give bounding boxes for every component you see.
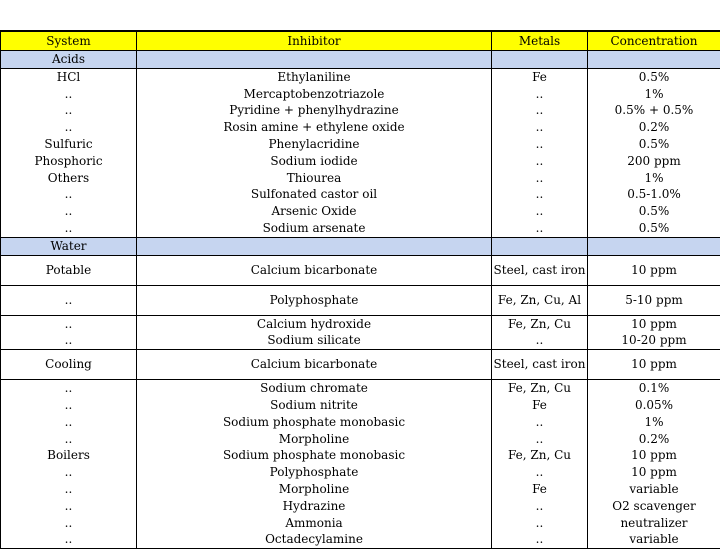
inhibitor-line: Ammonia	[137, 515, 491, 532]
metals-cell	[492, 350, 588, 380]
concentration-line: 10 ppm	[588, 464, 720, 481]
metals-line: ..	[492, 332, 587, 349]
section-row	[1, 237, 720, 255]
inhibitor-line: Calcium bicarbonate	[137, 262, 491, 279]
header-concentration: Concentration	[588, 31, 720, 51]
metals-line: Fe, Zn, Cu	[492, 447, 587, 464]
inhibitor-cell	[137, 255, 492, 285]
inhibitor-line: Sodium phosphate monobasic	[137, 447, 491, 464]
section-empty-cell	[588, 51, 720, 69]
metals-line: ..	[492, 498, 587, 515]
inhibitor-line: Sodium nitrite	[137, 397, 491, 414]
table-body	[1, 51, 720, 549]
concentration-line: 0.1%	[588, 380, 720, 397]
inhibitor-line: Sodium phosphate monobasic	[137, 414, 491, 431]
concentration-line: 0.5%	[588, 69, 720, 86]
section-empty-cell	[137, 237, 492, 255]
section-empty-cell	[588, 237, 720, 255]
system-line: ..	[1, 531, 136, 548]
system-cell	[1, 285, 137, 315]
inhibitor-line: Rosin amine + ethylene oxide	[137, 119, 491, 136]
inhibitor-line: Polyphosphate	[137, 292, 491, 309]
inhibitor-table	[0, 30, 720, 549]
concentration-line: 200 ppm	[588, 153, 720, 170]
system-line: Others	[1, 170, 136, 187]
metals-cell	[492, 315, 588, 350]
system-line: Boilers	[1, 447, 136, 464]
system-cell	[1, 315, 137, 350]
metals-line: ..	[492, 220, 587, 237]
concentration-cell	[588, 68, 720, 237]
metals-cell	[492, 380, 588, 549]
metals-line: ..	[492, 203, 587, 220]
system-line: ..	[1, 332, 136, 349]
header-metals: Metals	[492, 31, 588, 51]
system-line: ..	[1, 220, 136, 237]
system-line: ..	[1, 186, 136, 203]
concentration-line: O2 scavenger	[588, 498, 720, 515]
inhibitor-line: Phenylacridine	[137, 136, 491, 153]
metals-line: Fe, Zn, Cu	[492, 380, 587, 397]
inhibitor-cell	[137, 350, 492, 380]
inhibitor-line: Morpholine	[137, 431, 491, 448]
concentration-line: 0.5%	[588, 136, 720, 153]
metals-line: ..	[492, 414, 587, 431]
section-label: Acids	[1, 51, 137, 69]
concentration-cell	[588, 380, 720, 549]
system-cell	[1, 255, 137, 285]
concentration-cell	[588, 315, 720, 350]
system-line: ..	[1, 431, 136, 448]
concentration-line: 0.2%	[588, 431, 720, 448]
concentration-line: 0.5%	[588, 203, 720, 220]
system-line: ..	[1, 464, 136, 481]
system-line: ..	[1, 203, 136, 220]
concentration-line: 1%	[588, 170, 720, 187]
system-cell	[1, 380, 137, 549]
concentration-line: 0.5% + 0.5%	[588, 102, 720, 119]
metals-line: ..	[492, 531, 587, 548]
metals-line: Steel, cast iron	[492, 356, 587, 373]
section-empty-cell	[492, 237, 588, 255]
concentration-cell	[588, 350, 720, 380]
concentration-line: 0.5-1.0%	[588, 186, 720, 203]
concentration-line: 10-20 ppm	[588, 332, 720, 349]
system-line: ..	[1, 119, 136, 136]
metals-line: ..	[492, 464, 587, 481]
concentration-line: 0.2%	[588, 119, 720, 136]
table-row	[1, 380, 720, 549]
inhibitor-cell	[137, 380, 492, 549]
inhibitor-line: Sulfonated castor oil	[137, 186, 491, 203]
table-row	[1, 285, 720, 315]
table-row	[1, 68, 720, 237]
system-line: ..	[1, 102, 136, 119]
inhibitor-line: Thiourea	[137, 170, 491, 187]
concentration-line: 1%	[588, 86, 720, 103]
inhibitor-line: Calcium hydroxide	[137, 316, 491, 333]
concentration-line: 5-10 ppm	[588, 292, 720, 309]
concentration-line: 0.5%	[588, 220, 720, 237]
metals-cell	[492, 68, 588, 237]
concentration-line: 0.05%	[588, 397, 720, 414]
system-line: ..	[1, 498, 136, 515]
inhibitor-line: Pyridine + phenylhydrazine	[137, 102, 491, 119]
inhibitor-line: Sodium iodide	[137, 153, 491, 170]
inhibitor-line: Sodium arsenate	[137, 220, 491, 237]
concentration-cell	[588, 285, 720, 315]
inhibitor-line: Polyphosphate	[137, 464, 491, 481]
system-line: ..	[1, 86, 136, 103]
inhibitor-line: Sodium chromate	[137, 380, 491, 397]
inhibitor-cell	[137, 68, 492, 237]
header-system: System	[1, 31, 137, 51]
metals-line: ..	[492, 170, 587, 187]
section-empty-cell	[137, 51, 492, 69]
metals-line: ..	[492, 102, 587, 119]
system-line: ..	[1, 397, 136, 414]
system-line: ..	[1, 380, 136, 397]
inhibitor-line: Calcium bicarbonate	[137, 356, 491, 373]
system-cell	[1, 350, 137, 380]
table-row	[1, 255, 720, 285]
inhibitor-line: Morpholine	[137, 481, 491, 498]
system-line: ..	[1, 515, 136, 532]
system-line: Potable	[1, 262, 136, 279]
metals-line: Fe, Zn, Cu	[492, 316, 587, 333]
concentration-line: 10 ppm	[588, 447, 720, 464]
metals-line: Fe	[492, 69, 587, 86]
system-line: ..	[1, 481, 136, 498]
header-inhibitor: Inhibitor	[137, 31, 492, 51]
metals-line: ..	[492, 153, 587, 170]
metals-line: ..	[492, 515, 587, 532]
system-line: ..	[1, 316, 136, 333]
concentration-line: 10 ppm	[588, 262, 720, 279]
concentration-line: variable	[588, 481, 720, 498]
metals-cell	[492, 255, 588, 285]
metals-line: ..	[492, 119, 587, 136]
inhibitor-line: Octadecylamine	[137, 531, 491, 548]
system-line: HCl	[1, 69, 136, 86]
table-row	[1, 350, 720, 380]
table-row	[1, 315, 720, 350]
inhibitor-line: Mercaptobenzotriazole	[137, 86, 491, 103]
metals-line: Fe	[492, 397, 587, 414]
metals-line: Steel, cast iron	[492, 262, 587, 279]
inhibitor-cell	[137, 315, 492, 350]
inhibitor-cell	[137, 285, 492, 315]
concentration-line: variable	[588, 531, 720, 548]
header-row	[1, 31, 720, 51]
inhibitor-line: Sodium silicate	[137, 332, 491, 349]
inhibitor-line: Hydrazine	[137, 498, 491, 515]
metals-line: ..	[492, 186, 587, 203]
concentration-cell	[588, 255, 720, 285]
metals-cell	[492, 285, 588, 315]
concentration-line: 10 ppm	[588, 356, 720, 373]
metals-line: ..	[492, 136, 587, 153]
inhibitor-line: Ethylaniline	[137, 69, 491, 86]
system-cell	[1, 68, 137, 237]
concentration-line: 10 ppm	[588, 316, 720, 333]
metals-line: ..	[492, 431, 587, 448]
system-line: Sulfuric	[1, 136, 136, 153]
section-empty-cell	[492, 51, 588, 69]
concentration-line: neutralizer	[588, 515, 720, 532]
system-line: Cooling	[1, 356, 136, 373]
section-row	[1, 51, 720, 69]
metals-line: Fe, Zn, Cu, Al	[492, 292, 587, 309]
concentration-line: 1%	[588, 414, 720, 431]
metals-line: Fe	[492, 481, 587, 498]
metals-line: ..	[492, 86, 587, 103]
system-line: ..	[1, 414, 136, 431]
section-label: Water	[1, 237, 137, 255]
system-line: ..	[1, 292, 136, 309]
system-line: Phosphoric	[1, 153, 136, 170]
inhibitor-line: Arsenic Oxide	[137, 203, 491, 220]
